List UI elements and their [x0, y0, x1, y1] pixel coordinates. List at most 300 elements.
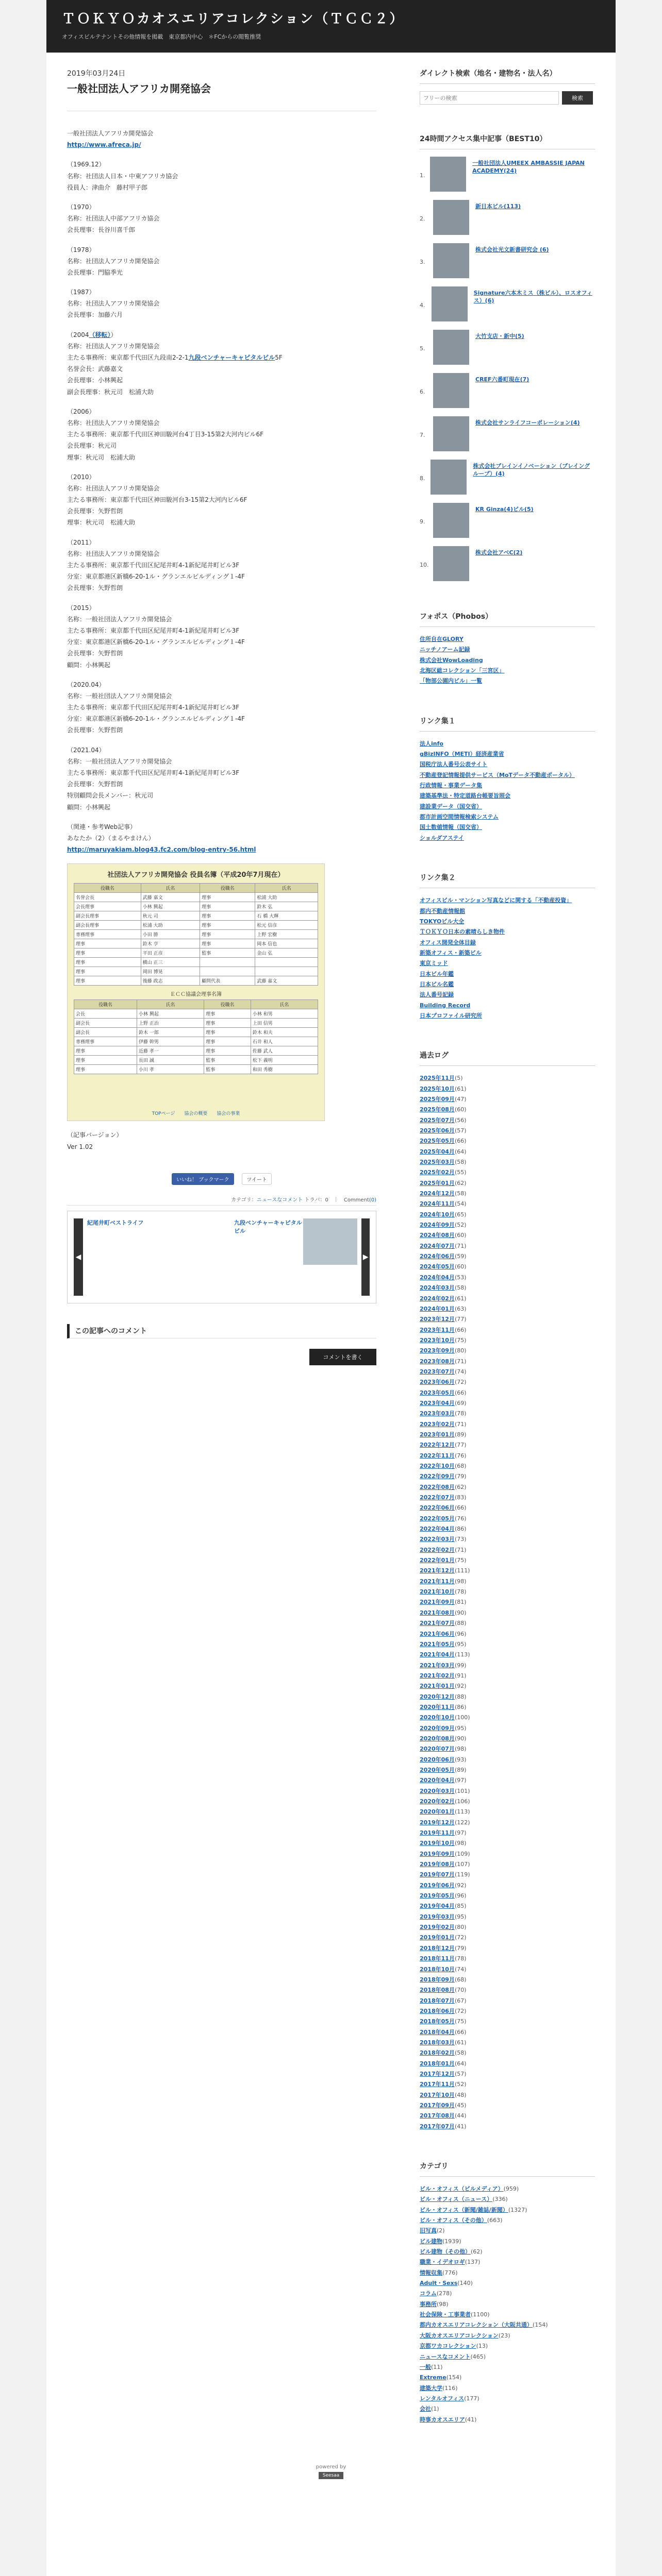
archive-link[interactable]: 2017年08月: [420, 2112, 455, 2120]
list-item: [420, 666, 595, 676]
links2-link[interactable]: 日本ビル年鑑: [420, 970, 454, 977]
table-row: [74, 930, 318, 939]
archive-link[interactable]: 2024年05月: [420, 1263, 455, 1270]
chevron-right-icon[interactable]: ▶: [361, 1218, 370, 1296]
ranking-item[interactable]: [420, 200, 595, 236]
archive-link[interactable]: 2023年06月: [420, 1379, 455, 1386]
archive-link[interactable]: 2022年03月: [420, 1536, 455, 1543]
links2-link[interactable]: 新築オフィス・新築ビル: [420, 949, 482, 956]
ranking-title: 24時間アクセス集中記事（BEST10）: [420, 133, 595, 149]
links1-link[interactable]: 国税庁法人番号公表サイト: [420, 761, 488, 768]
category-link-count: (1): [431, 2405, 439, 2413]
links1-link[interactable]: 建設業データ（国交省）: [420, 803, 482, 810]
sidebar: [420, 68, 595, 2454]
archive-link[interactable]: 2023年07月: [420, 1368, 455, 1375]
category-link[interactable]: コラム: [420, 2290, 437, 2297]
archive-link[interactable]: 2017年09月: [420, 2102, 455, 2109]
list-item: [420, 1702, 595, 1713]
ranking-link[interactable]: 新日本ビル(113): [475, 203, 521, 210]
table-row: [74, 911, 318, 921]
ranking-thumbnail[interactable]: [433, 546, 469, 581]
list-item: [420, 1870, 595, 1880]
archive-link[interactable]: 2022年12月: [420, 1442, 455, 1449]
archive-link[interactable]: 2019年01月: [420, 1934, 455, 1941]
ranking-link[interactable]: 大竹支店・新中(5): [475, 333, 524, 340]
ranking-item[interactable]: [420, 286, 595, 323]
ranking-thumbnail[interactable]: [431, 460, 467, 495]
archive-link[interactable]: 2019年05月: [420, 1892, 455, 1900]
history-block: [67, 679, 376, 736]
archive-link[interactable]: 2024年09月: [420, 1222, 455, 1229]
archive-link[interactable]: 2017年11月: [420, 2081, 455, 2088]
table-row: [74, 958, 318, 967]
links1-link[interactable]: 行政情報・事業データ集: [420, 782, 482, 789]
category-link-count: (62): [471, 2248, 483, 2256]
links1-link[interactable]: 法人info: [420, 740, 443, 747]
archive-link[interactable]: 2023年04月: [420, 1399, 455, 1406]
archive-link[interactable]: 2025年05月: [420, 1138, 455, 1145]
archive-link[interactable]: 2025年06月: [420, 1127, 455, 1134]
category-link-count: (23): [498, 2332, 510, 2339]
history-line: 名称：社団法人アフリカ開発協会: [67, 257, 160, 265]
ranking-item[interactable]: [420, 157, 595, 193]
archive-link[interactable]: 2023年09月: [420, 1347, 455, 1354]
archive-link[interactable]: 2018年04月: [420, 2028, 455, 2036]
archive-link-count: (55): [454, 1169, 467, 1176]
archive-link[interactable]: 2024年12月: [420, 1190, 455, 1197]
archive-link[interactable]: 2020年04月: [420, 1777, 455, 1784]
links2-link[interactable]: 日本ビル名鑑: [420, 980, 454, 988]
archive-link[interactable]: 2021年07月: [420, 1620, 455, 1627]
category-link[interactable]: 建築大学: [420, 2384, 442, 2392]
ranking-item[interactable]: [420, 460, 595, 496]
archive-link[interactable]: 2021年04月: [420, 1651, 455, 1658]
archive-link[interactable]: 2021年05月: [420, 1640, 455, 1648]
archive-link[interactable]: 2023年11月: [420, 1326, 455, 1333]
links1-link[interactable]: 都市計画空間情報検索システム: [420, 814, 499, 821]
archive-link[interactable]: 2025年09月: [420, 1095, 455, 1103]
category-link[interactable]: ニュースなコメント: [420, 2353, 471, 2360]
category-link[interactable]: 職業・イデオロギ: [420, 2259, 465, 2266]
archive-link[interactable]: 2025年11月: [420, 1075, 455, 1082]
list-item: [420, 770, 595, 781]
history-period: （2006）: [67, 408, 95, 415]
links2-link[interactable]: 東京ミッド: [420, 960, 448, 967]
archive-link[interactable]: 2022年09月: [420, 1473, 455, 1480]
search-input[interactable]: [420, 91, 559, 105]
links1-link[interactable]: 建築基準法・特定道路台帳要旨照会: [420, 792, 510, 800]
history-block: [67, 244, 376, 279]
category-link-count: (140): [457, 2280, 473, 2287]
archive-link[interactable]: 2023年03月: [420, 1410, 455, 1417]
prev-post-title[interactable]: 紀尾井町ベストライフ: [87, 1219, 144, 1226]
ranking-item[interactable]: [420, 243, 595, 279]
category-link[interactable]: Extreme: [420, 2374, 446, 2381]
archive-link[interactable]: 2020年07月: [420, 1745, 455, 1753]
archive-link[interactable]: 2021年09月: [420, 1599, 455, 1606]
list-item: [420, 1618, 595, 1629]
history-period: （2020.04）: [67, 681, 105, 688]
archive-link-count: (75): [454, 2018, 467, 2025]
archive-link[interactable]: 2018年02月: [420, 2049, 455, 2057]
archive-link[interactable]: 2024年06月: [420, 1253, 455, 1260]
ranking-item[interactable]: [420, 330, 595, 366]
archive-link-count: (71): [454, 1420, 467, 1428]
links2-link[interactable]: 法人番号記録: [420, 991, 454, 998]
archive-link-count: (88): [454, 1620, 467, 1627]
archive-link[interactable]: 2024年04月: [420, 1274, 455, 1281]
archive-link[interactable]: 2023年02月: [420, 1420, 455, 1428]
archive-link-count: (52): [454, 1222, 467, 1229]
archive-link[interactable]: 2022年08月: [420, 1483, 455, 1490]
archive-link-count: (77): [454, 1316, 467, 1323]
next-post-title[interactable]: 九段ベンチャーキャピタルビル: [234, 1219, 302, 1234]
archive-link[interactable]: 2017年07月: [420, 2123, 455, 2130]
archive-link-count: (64): [454, 1148, 467, 1155]
archive-link[interactable]: 2019年07月: [420, 1871, 455, 1878]
archive-link[interactable]: 2022年04月: [420, 1526, 455, 1533]
list-item: [420, 1210, 595, 1220]
org-image-title: 社団法人アフリカ開発協会 役員名簿（平成20年7月現在）: [107, 871, 285, 879]
ranking-link[interactable]: 株式会社ブレインイノベーション（ブレイングループ）(4): [473, 463, 590, 477]
category-link[interactable]: 情報収集: [420, 2269, 442, 2276]
archive-link[interactable]: 2020年03月: [420, 1787, 455, 1794]
archive-link[interactable]: 2020年06月: [420, 1756, 455, 1763]
archive-link[interactable]: 2018年11月: [420, 1955, 455, 1962]
archive-link-count: (95): [454, 1913, 467, 1920]
history-line: 分室：東京都港区新橋6-20-1ル・グランエルビルディング１-4F: [67, 715, 245, 723]
archive-link[interactable]: 2019年12月: [420, 1819, 455, 1826]
archive-link[interactable]: 2020年05月: [420, 1766, 455, 1773]
site-tagline: オフィスビルテナントその他情報を掲載 東京都内中心 ＊FCからの閲覧推奨: [62, 33, 261, 40]
links2-link[interactable]: Building Record: [420, 1002, 471, 1009]
next-post[interactable]: [228, 1211, 376, 1303]
archive-link[interactable]: 2024年02月: [420, 1295, 455, 1302]
archive-link[interactable]: 2025年01月: [420, 1179, 455, 1187]
archive-link[interactable]: 2021年02月: [420, 1672, 455, 1679]
archive-link[interactable]: 2021年10月: [420, 1588, 455, 1596]
archive-link[interactable]: 2017年12月: [420, 2070, 455, 2077]
ranking-link[interactable]: Signature六本木ミス（株ビル）、ロスオフィス）(6): [473, 290, 592, 304]
links1-link[interactable]: 不動産登記情報提供サービス（MoTデータ不動産ポータル）: [420, 771, 575, 778]
list-item: [420, 1136, 595, 1146]
table-cell: 副会長理事: [74, 911, 141, 921]
ranking-thumbnail[interactable]: [433, 503, 469, 538]
category-link[interactable]: ビル・オフィス（ビルメディア）: [420, 2185, 504, 2192]
table-cell: 専務理事: [74, 930, 141, 939]
category-link[interactable]: 事務所: [420, 2300, 437, 2308]
category-link[interactable]: ビル・オフィス（新聞/雑誌/新聞）: [420, 2206, 508, 2213]
list-item: [420, 2278, 595, 2289]
archive-link[interactable]: 2018年07月: [420, 1997, 455, 2004]
category-link[interactable]: 大阪カオスエリアコレクション: [420, 2332, 499, 2339]
ranking-number: 2.: [420, 215, 425, 222]
archive-link[interactable]: 2021年12月: [420, 1567, 455, 1574]
page: [46, 0, 616, 2576]
photos-link[interactable]: 北海区総コレクション「三宮区」: [420, 667, 505, 674]
archive-link[interactable]: 2018年01月: [420, 2060, 455, 2067]
table-cell: [255, 967, 318, 976]
history-period: （2015）: [67, 604, 95, 612]
archive-link[interactable]: 2023年10月: [420, 1336, 455, 1344]
archive-link[interactable]: 2020年09月: [420, 1724, 455, 1732]
archive-link[interactable]: 2019年08月: [420, 1861, 455, 1868]
history-line: 名称：社団法人アフリカ開発協会: [67, 484, 160, 492]
archive-link[interactable]: 2020年10月: [420, 1714, 455, 1721]
table-cell: 理事: [74, 1056, 137, 1065]
tweet-button[interactable]: ツイート: [242, 1173, 272, 1185]
archive-link-count: (80): [454, 1924, 467, 1931]
archive-link-count: (92): [454, 1882, 467, 1889]
ranking-item[interactable]: [420, 373, 595, 409]
list-item: [420, 749, 595, 759]
category-link[interactable]: ビル・オフィス（ニュース）: [420, 2196, 493, 2203]
archive-link-count: (90): [454, 1735, 467, 1742]
intro-url-link[interactable]: http://www.afreca.jp/: [67, 141, 141, 149]
archive-link[interactable]: 2024年08月: [420, 1232, 455, 1239]
archive-link[interactable]: 2022年02月: [420, 1546, 455, 1553]
list-item: [420, 1314, 595, 1325]
archive-link[interactable]: 2022年06月: [420, 1504, 455, 1512]
archive-link[interactable]: 2024年03月: [420, 1284, 455, 1292]
history-line: 会長理事：長谷川喜千郎: [67, 226, 136, 234]
category-link[interactable]: ビル建物: [420, 2238, 442, 2245]
ranking-link[interactable]: 一般社団法人UMEEX AMBASSIE JAPAN ACADEMY(24): [472, 160, 585, 174]
archive-link[interactable]: 2018年12月: [420, 1944, 455, 1952]
photos-link[interactable]: 株式会社WowLoading: [420, 656, 483, 664]
table-cell: 監事: [204, 1056, 251, 1065]
archive-link[interactable]: 2019年09月: [420, 1850, 455, 1857]
category-link[interactable]: 旧写真: [420, 2227, 437, 2234]
category-link[interactable]: 社会保険・工事業者: [420, 2311, 471, 2318]
archive-link[interactable]: 2023年08月: [420, 1358, 455, 1365]
list-item: [420, 2027, 595, 2038]
category-link[interactable]: ビル建物（その他）: [420, 2248, 471, 2256]
history-period-link[interactable]: （移転）: [89, 331, 111, 338]
ranking-thumbnail[interactable]: [433, 200, 469, 235]
archive-link[interactable]: 2022年07月: [420, 1494, 455, 1501]
table-cell: 武藤 嘉文: [255, 976, 318, 986]
archive-link[interactable]: 2021年11月: [420, 1578, 455, 1585]
archive-link[interactable]: 2022年11月: [420, 1452, 455, 1459]
ranking-thumbnail[interactable]: [433, 373, 469, 408]
archive-link[interactable]: 2019年10月: [420, 1840, 455, 1847]
ranking-link[interactable]: 株式会社光文新書研究会 (6): [475, 246, 549, 253]
archive-link[interactable]: 2024年01月: [420, 1305, 455, 1312]
links1-link[interactable]: gBizINFO（METI）経済産業省: [420, 751, 504, 758]
next-post-thumbnail[interactable]: [303, 1218, 357, 1265]
archive-link-count: (59): [454, 1253, 467, 1260]
ref-url-link[interactable]: http://maruyakiam.blog43.fc2.com/blog-entry-56.html: [67, 846, 256, 854]
write-comment-button[interactable]: コメントを書く: [309, 1349, 376, 1365]
links2-link[interactable]: ＴＯＫＹＯ日本の素晴らしき物件: [420, 928, 505, 936]
meta-category-link[interactable]: ニュースなコメント: [256, 1197, 303, 1203]
ranking-number: 8.: [420, 475, 425, 482]
archive-link-count: (57): [454, 1127, 467, 1134]
category-link[interactable]: Adult・Sexs: [420, 2280, 458, 2287]
archive-link-count: (99): [454, 1662, 467, 1669]
ranking-thumbnail[interactable]: [432, 286, 468, 321]
archive-link[interactable]: 2020年01月: [420, 1808, 455, 1816]
archive-link[interactable]: 2023年05月: [420, 1389, 455, 1396]
history-block: [67, 537, 376, 594]
seesaa-badge[interactable]: Seesaa: [319, 2472, 344, 2479]
archive-link-count: (78): [454, 1588, 467, 1596]
archive-link-count: (48): [454, 2091, 467, 2098]
archive-link[interactable]: 2025年07月: [420, 1116, 455, 1124]
ranking-thumbnail[interactable]: [433, 330, 469, 365]
links1-link[interactable]: 国土数値情報（国交省）: [420, 824, 482, 831]
ranking-thumbnail[interactable]: [430, 157, 466, 192]
archive-link[interactable]: 2018年06月: [420, 2007, 455, 2014]
category-link[interactable]: ビル・オフィス（その他）: [420, 2217, 487, 2224]
archive-link-count: (72): [454, 2007, 467, 2014]
prev-post[interactable]: [68, 1211, 216, 1303]
archive-link[interactable]: 2020年11月: [420, 1703, 455, 1710]
archive-link[interactable]: 2018年05月: [420, 2018, 455, 2025]
history-line: 主たる事務所：東京都千代田区紀尾井町4-1新紀尾井町ビル3F: [67, 562, 240, 569]
archive-link-count: (83): [454, 1494, 467, 1501]
archive-link[interactable]: 2024年11月: [420, 1200, 455, 1208]
ranking-item[interactable]: [420, 416, 595, 452]
table-cell: 武藤 嘉文: [141, 893, 200, 902]
ranking-item[interactable]: [420, 546, 595, 582]
ranking-number: 10.: [420, 562, 429, 568]
archive-link[interactable]: 2022年10月: [420, 1463, 455, 1469]
facebook-like-button[interactable]: いいね！ ブックマーク: [172, 1173, 234, 1185]
table-cell: 理事: [74, 1046, 137, 1056]
ranking-thumbnail[interactable]: [433, 416, 469, 451]
links2-link[interactable]: 都内不動産情報館: [420, 907, 465, 914]
search-button[interactable]: 検索: [562, 91, 593, 105]
archive-link-count: (67): [454, 1997, 467, 2004]
ranking-thumbnail[interactable]: [433, 243, 469, 278]
links2-link[interactable]: オフィスビル・マンション写真などに関する「不動産投資」: [420, 897, 572, 904]
archive-link[interactable]: 2020年08月: [420, 1735, 455, 1742]
archive-link[interactable]: 2021年01月: [420, 1683, 455, 1690]
table-cell: 小川 孝: [137, 1065, 204, 1074]
archive-link[interactable]: 2019年06月: [420, 1882, 455, 1889]
category-link[interactable]: 時事カオスエリア: [420, 2416, 465, 2423]
photos-link[interactable]: ニッチノアーム記録: [420, 646, 470, 653]
list-item: [420, 676, 595, 686]
history-line: 名誉会長：武藤嘉文: [67, 365, 123, 373]
archive-link-count: (79): [454, 1473, 467, 1480]
photos-link[interactable]: 「物部公園内ビル」一覧: [420, 677, 482, 685]
archive-link[interactable]: 2025年10月: [420, 1085, 455, 1092]
archive-link[interactable]: 2018年09月: [420, 1976, 455, 1983]
list-item: [420, 2299, 595, 2310]
history-line: 顧問：小林興起: [67, 661, 111, 669]
links2-link[interactable]: オフィス開発全体目録: [420, 939, 476, 946]
archive-link[interactable]: 2024年07月: [420, 1242, 455, 1249]
table-cell: 近藤 孝一: [137, 1046, 204, 1056]
archive-link-count: (66): [454, 1504, 467, 1512]
archive-link[interactable]: 2017年10月: [420, 2091, 455, 2098]
archive-link[interactable]: 2025年08月: [420, 1106, 455, 1113]
category-link[interactable]: 京都ワカコレクション: [420, 2343, 476, 2350]
archive-link[interactable]: 2022年05月: [420, 1515, 455, 1522]
archive-link[interactable]: 2025年04月: [420, 1148, 455, 1155]
list-item: [420, 2268, 595, 2278]
archive-link[interactable]: 2018年10月: [420, 1965, 455, 1973]
history-line: 分室：東京都港区新橋6-20-1ル・グランエルビルディング１-4F: [67, 573, 245, 581]
history-period: （1978）: [67, 246, 95, 253]
archive-link[interactable]: 2022年01月: [420, 1557, 455, 1564]
ref-label: （関連・参考Web記事）: [67, 823, 137, 831]
links1-link[interactable]: ショルダアステイ: [420, 834, 464, 841]
archive-link-count: (81): [454, 1599, 467, 1606]
ranking-link[interactable]: CREF六番町現在(7): [475, 376, 529, 383]
history-address-link[interactable]: 九段ベンチャーキャピタルビル: [188, 354, 275, 361]
archive-link[interactable]: 2019年03月: [420, 1913, 455, 1920]
chevron-left-icon[interactable]: ◀: [74, 1218, 83, 1296]
table-row: [74, 1065, 318, 1074]
history-block: [67, 602, 376, 671]
archive-link[interactable]: 2023年12月: [420, 1316, 455, 1323]
meta-comment-link[interactable]: (0): [369, 1197, 376, 1203]
archive-link[interactable]: 2020年02月: [420, 1798, 455, 1805]
links2-link[interactable]: TOKYOビル大全: [420, 918, 465, 925]
list-item: [420, 2100, 595, 2111]
list-item: [420, 2331, 595, 2341]
history-block: [67, 471, 376, 529]
site-title[interactable]: ＴＯＫＹＯカオスエリアコレクション（ＴＣＣ２）: [62, 11, 405, 27]
archive-link[interactable]: 2025年02月: [420, 1169, 455, 1176]
table-cell: 松浦 大助: [255, 893, 318, 902]
ranking-link[interactable]: KR Ginza(4)ビル(5): [475, 506, 534, 513]
category-link[interactable]: 一般: [420, 2363, 431, 2370]
category-link[interactable]: 会社: [420, 2405, 431, 2413]
history-line: 副会長理事：秋元司 松浦大助: [67, 388, 154, 396]
org-chart-image[interactable]: [67, 863, 325, 1121]
archive-link[interactable]: 2018年08月: [420, 1987, 455, 1994]
archive-link[interactable]: 2020年12月: [420, 1693, 455, 1700]
list-item: [420, 1115, 595, 1126]
archive-link[interactable]: 2019年02月: [420, 1924, 455, 1931]
archive-link[interactable]: 2021年08月: [420, 1609, 455, 1616]
list-item: [420, 2006, 595, 2016]
category-link[interactable]: レンタルオフィス: [420, 2395, 465, 2402]
archive-link-count: (60): [454, 1263, 467, 1270]
archive-link-count: (56): [454, 1116, 467, 1124]
ranking-item[interactable]: [420, 503, 595, 539]
photos-link[interactable]: 住所自在GLORY: [420, 636, 464, 642]
ranking-number: 5.: [420, 345, 425, 352]
history-line: 主たる事務所：東京都千代田区紀尾井町4-1新紀尾井町ビル3F: [67, 769, 240, 776]
archive-link[interactable]: 2018年03月: [420, 2039, 455, 2046]
category-link[interactable]: 都内カオスエリアコレクション（大阪共通）: [420, 2321, 533, 2329]
archive-link[interactable]: 2019年11月: [420, 1829, 455, 1837]
list-item: [420, 1493, 595, 1503]
category-link-count: (663): [487, 2217, 503, 2224]
list-item: [420, 1325, 595, 1335]
list-item: [420, 1671, 595, 1681]
archive-link-count: (45): [454, 2102, 467, 2109]
archive-link[interactable]: 2025年03月: [420, 1159, 455, 1166]
archive-title: 過去ログ: [420, 1050, 595, 1066]
ranking-link[interactable]: 株式会社アベC(2): [475, 549, 523, 556]
archive-link[interactable]: 2024年10月: [420, 1211, 455, 1218]
archive-link[interactable]: 2023年01月: [420, 1431, 455, 1438]
ranking-number: 7.: [420, 432, 425, 438]
archive-link[interactable]: 2021年03月: [420, 1662, 455, 1669]
list-item: [420, 1933, 595, 1943]
ranking-link[interactable]: 株式会社サンライフコーポレーション(4): [475, 419, 580, 426]
archive-link[interactable]: 2019年04月: [420, 1903, 455, 1910]
archive-link[interactable]: 2021年06月: [420, 1630, 455, 1637]
links2-link[interactable]: 日本プロファイル研究所: [420, 1012, 482, 1019]
